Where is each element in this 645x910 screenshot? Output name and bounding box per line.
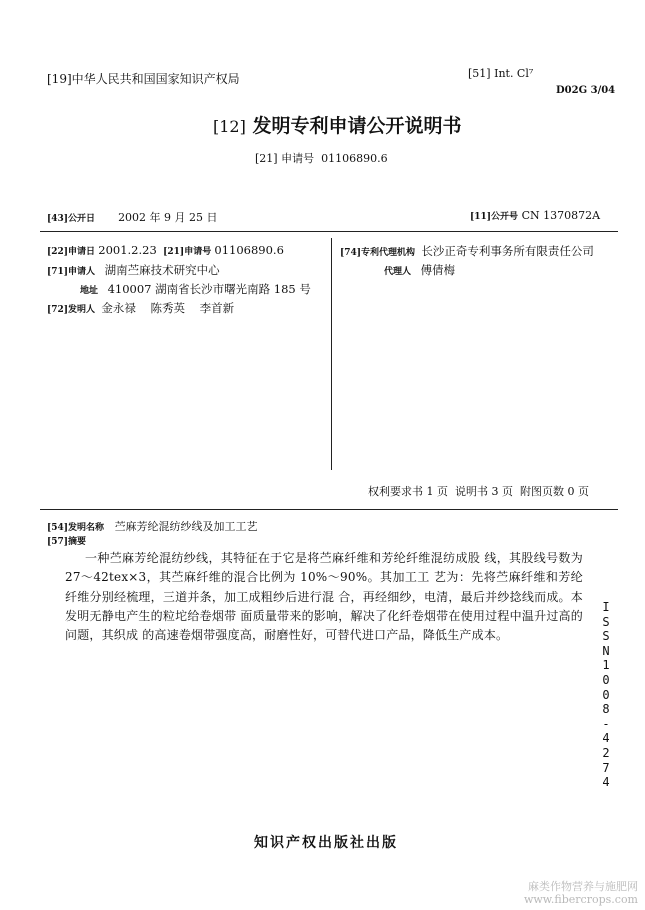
filing-app-no-label: 申请号 [184, 247, 212, 257]
agency-code: [74] [340, 248, 362, 258]
office-header [47, 70, 240, 87]
address-label: 地址 [80, 286, 99, 296]
issn-char: N [602, 643, 610, 658]
abstract-body [65, 549, 583, 645]
applicant-code: [71] [47, 267, 69, 277]
int-cl-label: Int. Cl⁷ [494, 67, 534, 80]
agency-row [340, 243, 594, 259]
issn-vertical [596, 600, 616, 790]
applicant: 湖南苎麻技术研究中心 [104, 263, 220, 277]
abstract-code: [57] [47, 537, 69, 547]
office-name: 中华人民共和国国家知识产权局 [71, 72, 240, 86]
issn-char: 8 [602, 702, 610, 717]
agent-label: 代理人 [384, 267, 412, 277]
abstract-heading [47, 534, 86, 547]
agency: 长沙正奇专利事务所有限责任公司 [421, 244, 594, 258]
issn-char: 1 [602, 658, 610, 673]
issn-char: S [602, 629, 610, 644]
divider-top [40, 231, 618, 232]
pub-no: CN 1370872A [521, 209, 601, 222]
agent-row [384, 262, 455, 278]
pub-date-label: 公开日 [68, 214, 96, 224]
pub-date: 2002 年 9 月 25 日 [118, 211, 218, 224]
publication-date-row [47, 209, 218, 225]
issn-char: 4 [602, 731, 610, 746]
app-no: 01106890.6 [321, 152, 388, 165]
agent: 傅倩梅 [420, 263, 456, 277]
abstract-text: 一种苎麻芳纶混纺纱线，其特征在于它是将苎麻纤维和芳纶纤维混纺成股 线，其股线号数为 27～42tex×3，其苎麻纤维的混合比例为 10%～90%。其加工工 艺为：先将苎麻纤维和芳纶纤维分别经梳理，三道并条，加工成粗纱后进行混 合，再经细纱，电清，最后并纱捻线而成。本发明无静电产生的粒坨给卷烟带 面质量带来的影响，解决了化纤卷烟带在使用过程中温升过高的问题，其织成 的高速卷烟带强度高，耐磨性好，可替代进口产品，降低生产成本。 [65, 551, 583, 643]
watermark-line1: 麻类作物营养与施肥网 [528, 880, 638, 893]
filing-app-no: 01106890.6 [214, 243, 284, 257]
document-title [213, 111, 461, 138]
issn-char: - [602, 716, 610, 731]
filing-date-code: [22] [47, 247, 69, 257]
abstract-label: 摘要 [68, 537, 87, 547]
app-no-label: 申请号 [281, 152, 315, 165]
invention-title-row [47, 518, 258, 534]
issn-char: 4 [602, 775, 610, 790]
applicant-label: 申请人 [68, 267, 96, 277]
applicant-row [47, 262, 220, 278]
inventors: 金永禄 陈秀英 李首新 [101, 301, 235, 315]
inventor-label: 发明人 [68, 305, 96, 315]
pub-no-label: 公开号 [491, 212, 519, 222]
filing-row [47, 243, 284, 257]
doc-type-code: [12] [213, 117, 246, 136]
page-counts: 权利要求书 1 页 说明书 3 页 附图页数 0 页 [368, 485, 589, 498]
title-code: [54] [47, 523, 69, 533]
app-no-code: [21] [255, 152, 278, 165]
issn-char: I [602, 600, 610, 614]
address-row [80, 281, 311, 297]
filing-date-label: 申请日 [68, 247, 96, 257]
int-cl-header [468, 67, 533, 80]
title-label: 发明名称 [68, 523, 105, 533]
int-cl-value: D02G 3/04 [556, 85, 616, 96]
address: 410007 湖南省长沙市曙光南路 185 号 [107, 282, 311, 296]
publication-number-row [470, 209, 600, 222]
application-number-line [255, 150, 388, 166]
agency-label: 专利代理机构 [361, 248, 416, 258]
issn-char: 2 [602, 745, 610, 760]
filing-date: 2001.2.23 [98, 243, 157, 257]
issn-char: 0 [602, 672, 610, 687]
issn-char: 0 [602, 687, 610, 702]
pub-no-code: [11] [470, 212, 492, 222]
divider-middle [40, 509, 618, 510]
office-code: [19] [47, 72, 72, 86]
int-cl-code: [51] [468, 67, 491, 80]
filing-app-no-code: [21] [163, 247, 185, 257]
inventor-row [47, 300, 234, 316]
publisher: 知识产权出版社出版 [254, 835, 398, 851]
issn-char: 7 [602, 760, 610, 775]
column-divider [331, 238, 332, 470]
watermark-line2: www.fibercrops.com [523, 893, 638, 906]
issn-char: S [602, 614, 610, 629]
site-watermark [498, 880, 638, 906]
doc-type: 发明专利申请公开说明书 [252, 115, 462, 137]
pub-date-code: [43] [47, 214, 69, 224]
inventor-code: [72] [47, 305, 69, 315]
invention-title: 苎麻芳纶混纺纱线及加工工艺 [114, 520, 258, 533]
